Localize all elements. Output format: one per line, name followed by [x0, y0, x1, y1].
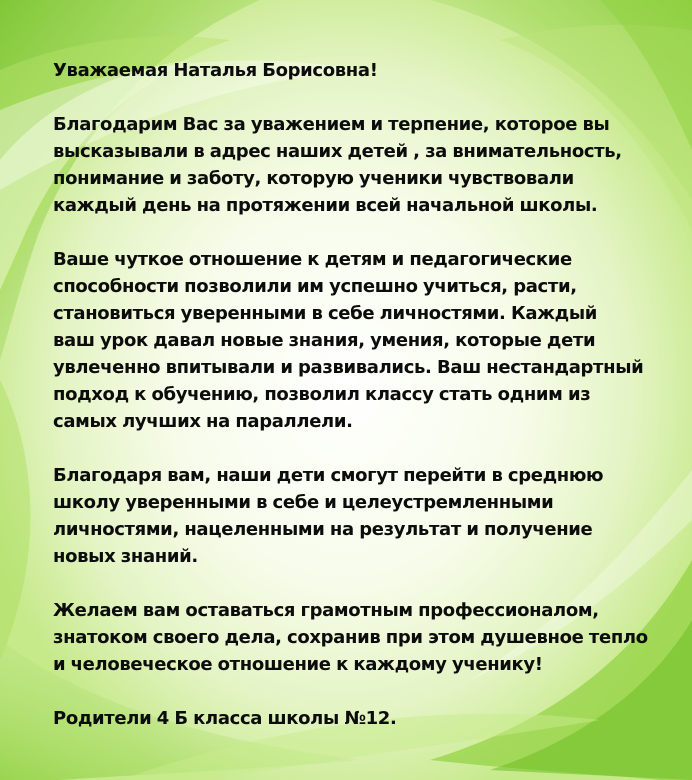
paragraph-line: Благодаря вам, наши дети смогут перейти в среднюю [53, 465, 604, 486]
paragraph-line: становиться уверенными в себе личностями. Каждый [53, 303, 598, 324]
paragraph-line: и человеческое отношение к каждому ученику! [53, 654, 543, 675]
paragraph-gap [53, 219, 673, 246]
paragraph-gap [53, 678, 673, 705]
paragraph-line: ваш урок давал новые знания, умения, которые дети [53, 330, 596, 351]
paragraph-attitude [53, 246, 673, 435]
paragraph-line: понимание и заботу, которую ученики чувствовали [53, 168, 574, 189]
paragraph-line: знатоком своего дела, сохранив при этом душевное тепло [53, 627, 648, 648]
paragraph-line: Ваше чуткое отношение к детям и педагогические [53, 249, 572, 270]
paragraph-line: способности позволили им успешно учиться, расти, [53, 276, 577, 297]
paragraph-line: подход к обучению, позволил классу стать одним из [53, 384, 591, 405]
paragraph-future [53, 462, 673, 570]
signature: Родители 4 Б класса школы №12. [53, 708, 397, 729]
paragraph-gap [53, 435, 673, 462]
letter-body [53, 57, 673, 732]
paragraph-line: Благодарим Вас за уважением и терпение, которое вы [53, 114, 610, 135]
paragraph-line: школу уверенными в себе и целеустремленными [53, 492, 554, 513]
paragraph-line: самых лучших на параллели. [53, 411, 353, 432]
paragraph-line: новых знаний. [53, 546, 198, 567]
paragraph-line: высказывали в адрес наших детей , за внимательность, [53, 141, 622, 162]
paragraph-wishes [53, 597, 673, 678]
paragraph-line: каждый день на протяжении всей начальной школы. [53, 195, 598, 216]
paragraph-gap [53, 570, 673, 597]
paragraph-line: Желаем вам оставаться грамотным профессионалом, [53, 600, 599, 621]
paragraph-line: увлеченно впитывали и развивались. Ваш нестандартный [53, 357, 644, 378]
paragraph-gratitude [53, 111, 673, 219]
paragraph-gap [53, 84, 673, 111]
paragraph-line: личностями, нацеленными на результат и получение [53, 519, 593, 540]
salutation: Уважаемая Наталья Борисовна! [53, 60, 378, 81]
